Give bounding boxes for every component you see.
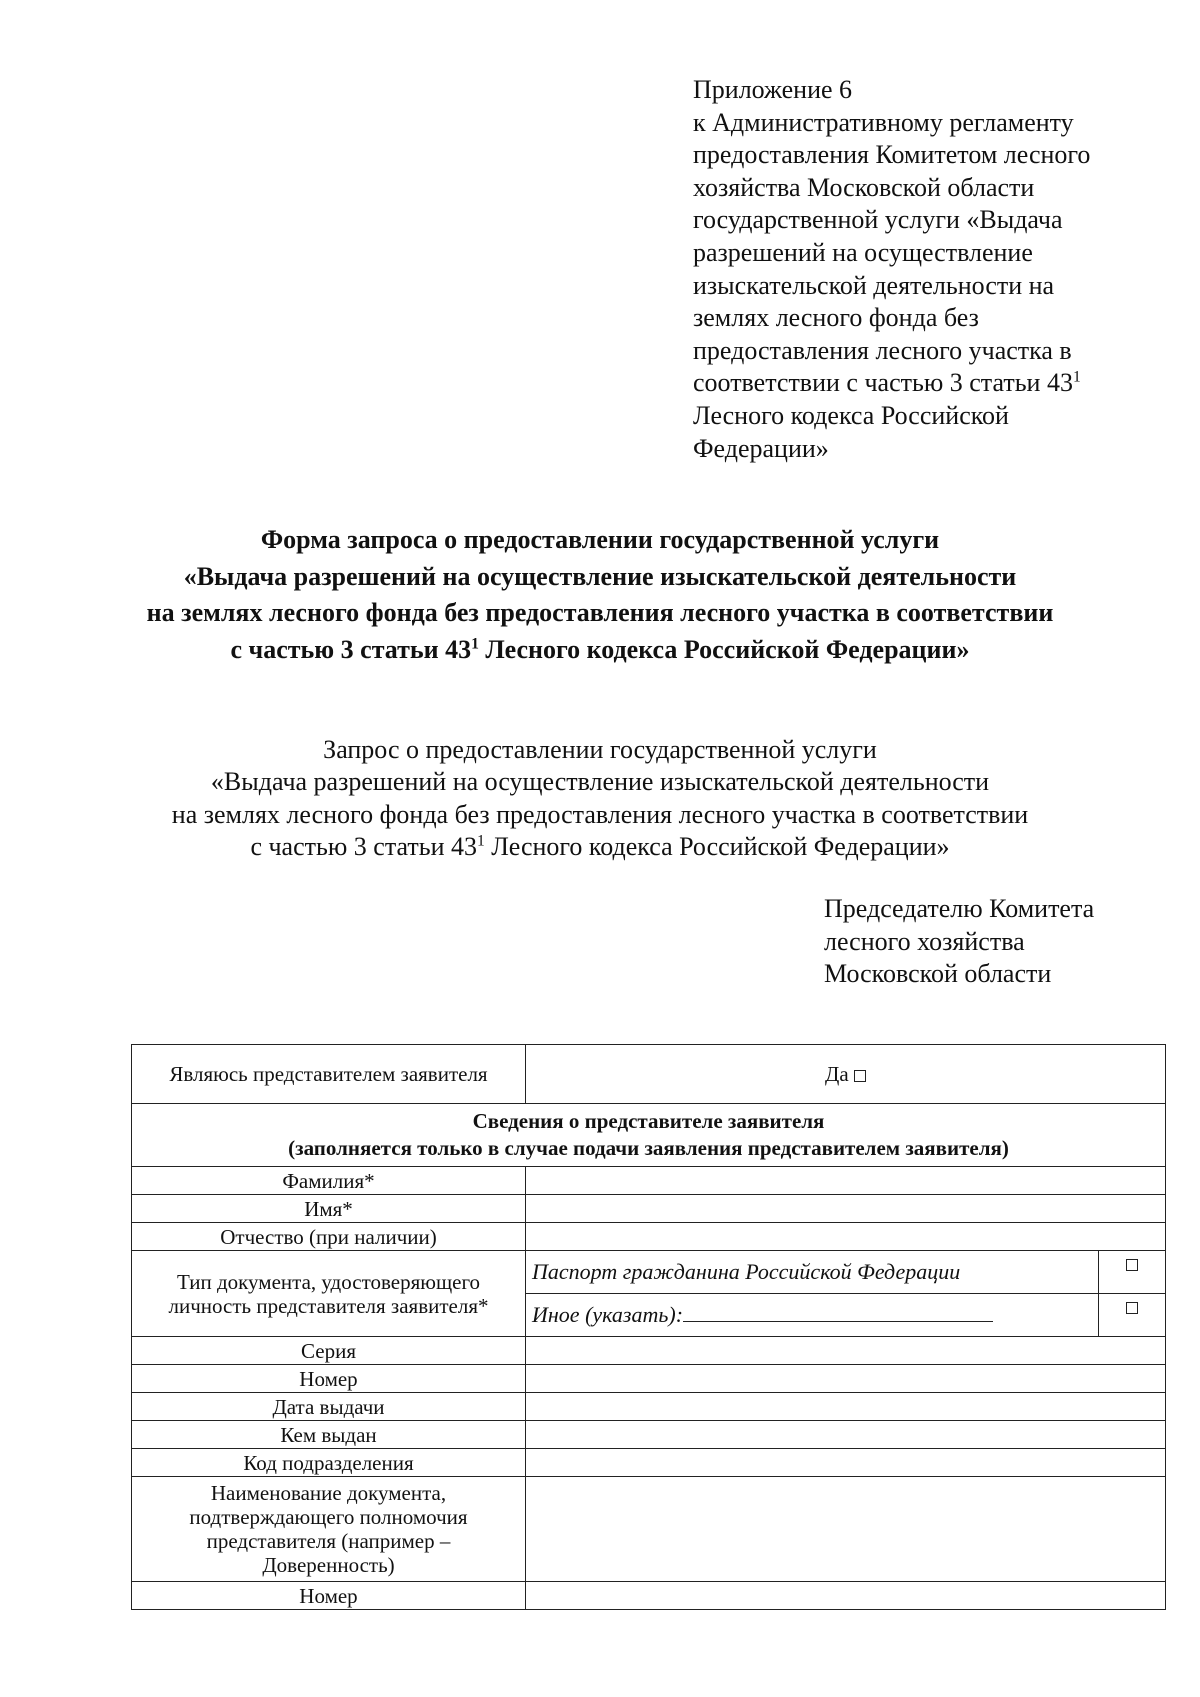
- title-superscript: 1: [471, 634, 479, 652]
- series-label: Серия: [132, 1337, 526, 1365]
- annex-line: изыскательской деятельности на: [693, 270, 1055, 300]
- doc-option-other-cell: [1099, 1294, 1166, 1337]
- passport-checkbox[interactable]: [1126, 1259, 1138, 1271]
- request-line: «Выдача разрешений на осуществление изыскательской деятельности: [210, 767, 990, 797]
- issue-date-label: Дата выдачи: [132, 1393, 526, 1421]
- yes-label: Да: [825, 1062, 849, 1086]
- authority-doc-label: Наименование документа, подтверждающего полномочия представителя (например – Доверенность): [132, 1477, 526, 1582]
- title-line: Форма запроса о предоставлении государственной услуги: [260, 525, 940, 554]
- form-title: [0, 522, 1200, 668]
- annex-line: землях лесного фонда без: [693, 303, 979, 333]
- annex-line: государственной услуги «Выдача: [693, 205, 1063, 235]
- table-row: [132, 1104, 1166, 1167]
- other-doc-blank[interactable]: [683, 1303, 993, 1322]
- doc-option-passport: Паспорт гражданина Российской Федерации: [526, 1251, 1099, 1294]
- request-line-article: [0, 831, 1200, 863]
- table-row: [132, 1365, 1166, 1393]
- title-article-text: с частью 3 статьи 43: [230, 634, 472, 664]
- section-header: [132, 1104, 1166, 1167]
- annex-line: предоставления лесного участка в: [693, 335, 1072, 365]
- is-representative-answer: [526, 1045, 1166, 1104]
- is-representative-label: Являюсь представителем заявителя: [132, 1045, 526, 1104]
- first-name-label: Имя*: [132, 1195, 526, 1223]
- addressee: [824, 893, 1094, 991]
- annex-line: к Административному регламенту: [693, 107, 1074, 137]
- annex-superscript: 1: [1072, 368, 1081, 386]
- last-name-label: Фамилия*: [132, 1167, 526, 1195]
- annex-line: хозяйства Московской области: [693, 172, 1035, 202]
- title-line-article: [0, 632, 1200, 669]
- issue-date-field[interactable]: [526, 1393, 1166, 1421]
- doc-option-passport-cell: [1099, 1251, 1166, 1294]
- first-name-field[interactable]: [526, 1195, 1166, 1223]
- table-row: [132, 1477, 1166, 1582]
- annex-line: разрешений на осуществление: [693, 237, 1033, 267]
- table-row: [132, 1251, 1166, 1294]
- representative-form-table: [131, 1044, 1166, 1610]
- table-row: [132, 1337, 1166, 1365]
- annex-article-text: соответствии с частью 3 статьи 43: [693, 368, 1073, 398]
- annex-line: Приложение 6: [693, 75, 853, 104]
- division-code-field[interactable]: [526, 1449, 1166, 1477]
- yes-checkbox[interactable]: [854, 1070, 866, 1082]
- annex-note: [693, 74, 1163, 465]
- doc-type-label: Тип документа, удостоверяющего личность представителя заявителя*: [132, 1251, 526, 1337]
- authority-number-field[interactable]: [526, 1582, 1166, 1610]
- division-code-label: Код подразделения: [132, 1449, 526, 1477]
- doc-option-other-label: Иное (указать):: [532, 1302, 684, 1327]
- table-row: [132, 1421, 1166, 1449]
- table-row: [132, 1223, 1166, 1251]
- doc-option-other: [526, 1294, 1099, 1337]
- annex-line: Федерации»: [693, 433, 829, 463]
- annex-line-article: [693, 367, 1163, 400]
- section-subtitle: (заполняется только в случае подачи заявления представителем заявителя): [288, 1136, 1009, 1160]
- section-title: Сведения о представителе заявителя: [472, 1109, 825, 1133]
- title-line: на землях лесного фонда без предоставления лесного участка в соответствии: [146, 598, 1054, 627]
- patronymic-field[interactable]: [526, 1223, 1166, 1251]
- last-name-field[interactable]: [526, 1167, 1166, 1195]
- request-article-rest: Лесного кодекса Российской Федерации»: [484, 831, 950, 861]
- table-row: [132, 1582, 1166, 1610]
- authority-doc-field[interactable]: [526, 1477, 1166, 1582]
- authority-number-label: Номер: [132, 1582, 526, 1610]
- issued-by-field[interactable]: [526, 1421, 1166, 1449]
- annex-line: предоставления Комитетом лесного: [693, 140, 1091, 170]
- issued-by-label: Кем выдан: [132, 1421, 526, 1449]
- other-doc-checkbox[interactable]: [1126, 1302, 1138, 1314]
- table-row: [132, 1167, 1166, 1195]
- title-article-rest: Лесного кодекса Российской Федерации»: [478, 634, 970, 664]
- request-line: Запрос о предоставлении государственной услуги: [323, 735, 877, 764]
- table-row: [132, 1195, 1166, 1223]
- table-row: [132, 1045, 1166, 1104]
- request-line: на землях лесного фонда без предоставления лесного участка в соответствии: [171, 799, 1029, 829]
- request-article-text: с частью 3 статьи 43: [250, 831, 477, 861]
- addressee-line: Председателю Комитета: [824, 894, 1095, 923]
- addressee-line: Московской области: [824, 959, 1052, 988]
- request-superscript: 1: [477, 832, 485, 850]
- request-heading: [0, 734, 1200, 863]
- patronymic-label: Отчество (при наличии): [132, 1223, 526, 1251]
- series-field[interactable]: [526, 1337, 1166, 1365]
- number-field[interactable]: [526, 1365, 1166, 1393]
- table-row: [132, 1393, 1166, 1421]
- table-row: [132, 1449, 1166, 1477]
- number-label: Номер: [132, 1365, 526, 1393]
- addressee-line: лесного хозяйства: [824, 926, 1025, 956]
- title-line: «Выдача разрешений на осуществление изыскательской деятельности: [183, 561, 1017, 591]
- annex-line: Лесного кодекса Российской: [693, 400, 1009, 430]
